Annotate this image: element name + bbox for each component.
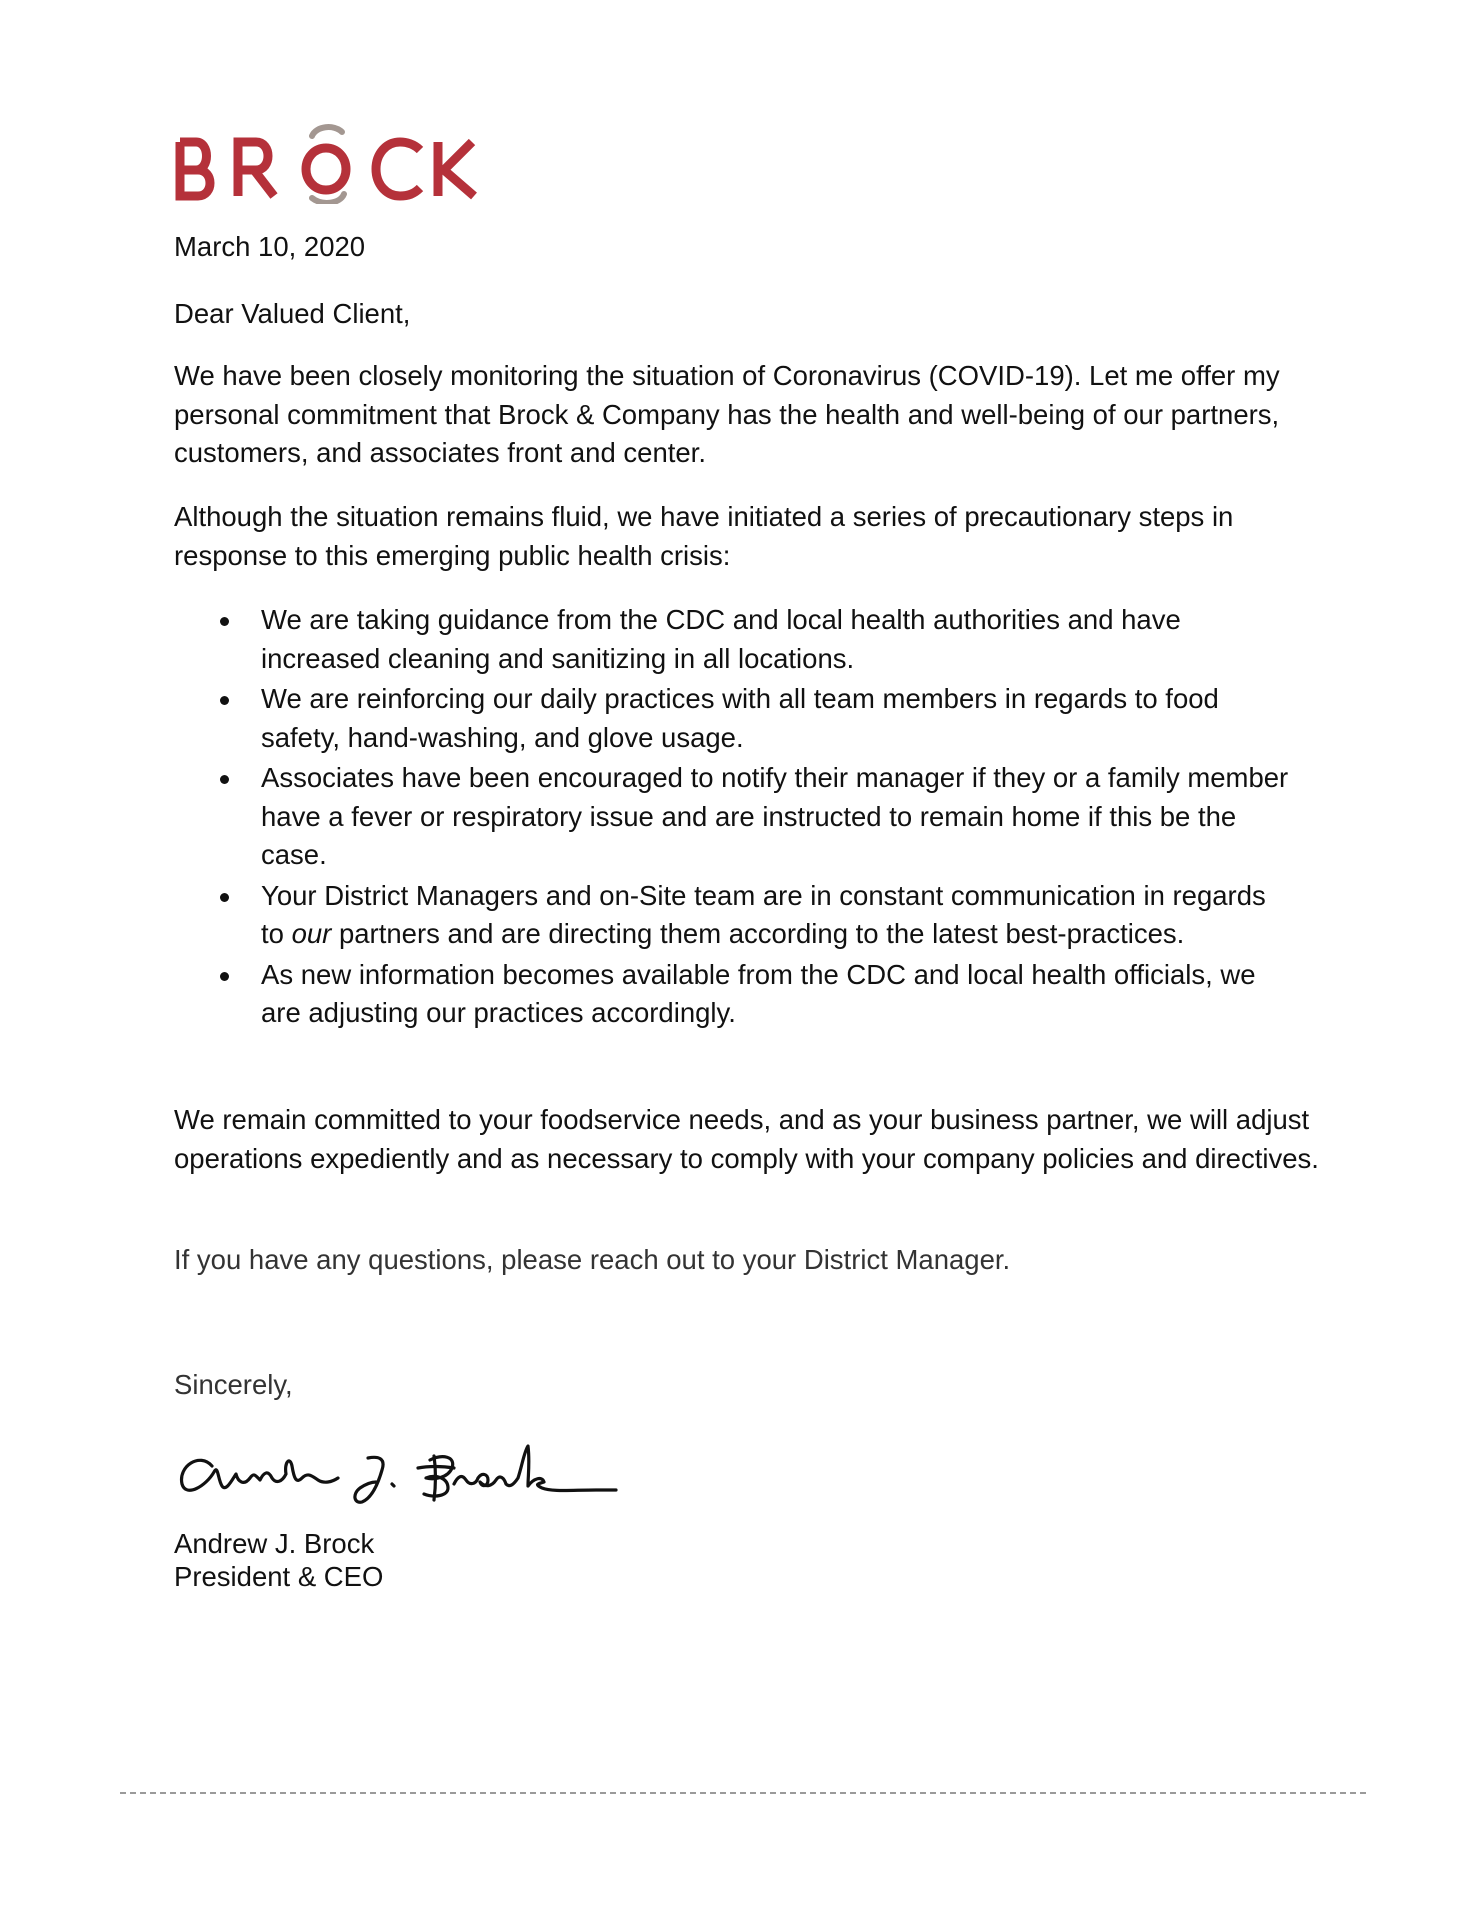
paragraph-precautions: Although the situation remains fluid, we have initiated a series of precautionary steps in response to this emerging public health crisis: — [174, 501, 1234, 571]
list-item-text-end: partners and are directing them according to the latest best-practices. — [331, 918, 1185, 949]
list-item-text-start: Your District Managers and on-Site team are in constant communication in regards to — [261, 879, 1266, 949]
logo-letter-r — [238, 142, 274, 196]
letter-date: March 10, 2020 — [174, 231, 366, 262]
list-item-text: Associates have been encouraged to notify their manager if they or a family member have a fever or respiratory issue and are instructed to remain home if this be the case. — [261, 762, 1289, 870]
paragraph-intro: We have been closely monitoring the situation of Coronavirus (COVID-19). Let me offer my personal commitment that Brock & Company has the health and well-being of our partners, customers, and associates front and center. — [174, 360, 1280, 468]
signer-name: Andrew J. Brock — [174, 1528, 375, 1559]
signer-block — [174, 1527, 383, 1593]
letter-greeting: Dear Valued Client, — [174, 298, 411, 329]
logo-letter-b — [180, 142, 210, 196]
logo-letter-c — [376, 142, 420, 196]
brock-logo — [174, 120, 480, 204]
signer-title: President & CEO — [174, 1561, 384, 1592]
letter-closing: Sincerely, — [174, 1369, 293, 1400]
list-item-text: As new information becomes available from the CDC and local health officials, we are adjusting our practices accordingly. — [261, 958, 1256, 1028]
logo-swirl-top — [312, 127, 342, 136]
list-item — [174, 956, 1294, 1033]
list-item — [174, 680, 1294, 757]
list-item — [174, 877, 1294, 954]
paragraph-contact: If you have any questions, please reach out to your District Manager. — [174, 1244, 1011, 1275]
paragraph-commitment: We remain committed to your foodservice needs, and as your business partner, we will adjust operations expediently and as necessary to comply with your company policies and directives. — [174, 1104, 1319, 1174]
list-item-text: We are taking guidance from the CDC and local health authorities and have increased cleaning and sanitizing in all locations. — [261, 604, 1181, 674]
list-item-text: We are reinforcing our daily practices with all team members in regards to food safety, hand-washing, and glove usage. — [261, 683, 1219, 753]
logo-swirl-bottom — [312, 194, 344, 203]
list-item — [174, 759, 1294, 875]
footer-divider — [120, 1792, 1366, 1794]
precaution-list — [174, 601, 1294, 1035]
logo-letter-o — [306, 148, 346, 190]
list-item-emphasis: our — [291, 918, 332, 949]
handwritten-signature — [172, 1422, 618, 1506]
list-item — [174, 601, 1294, 678]
logo-letter-k — [438, 142, 474, 196]
